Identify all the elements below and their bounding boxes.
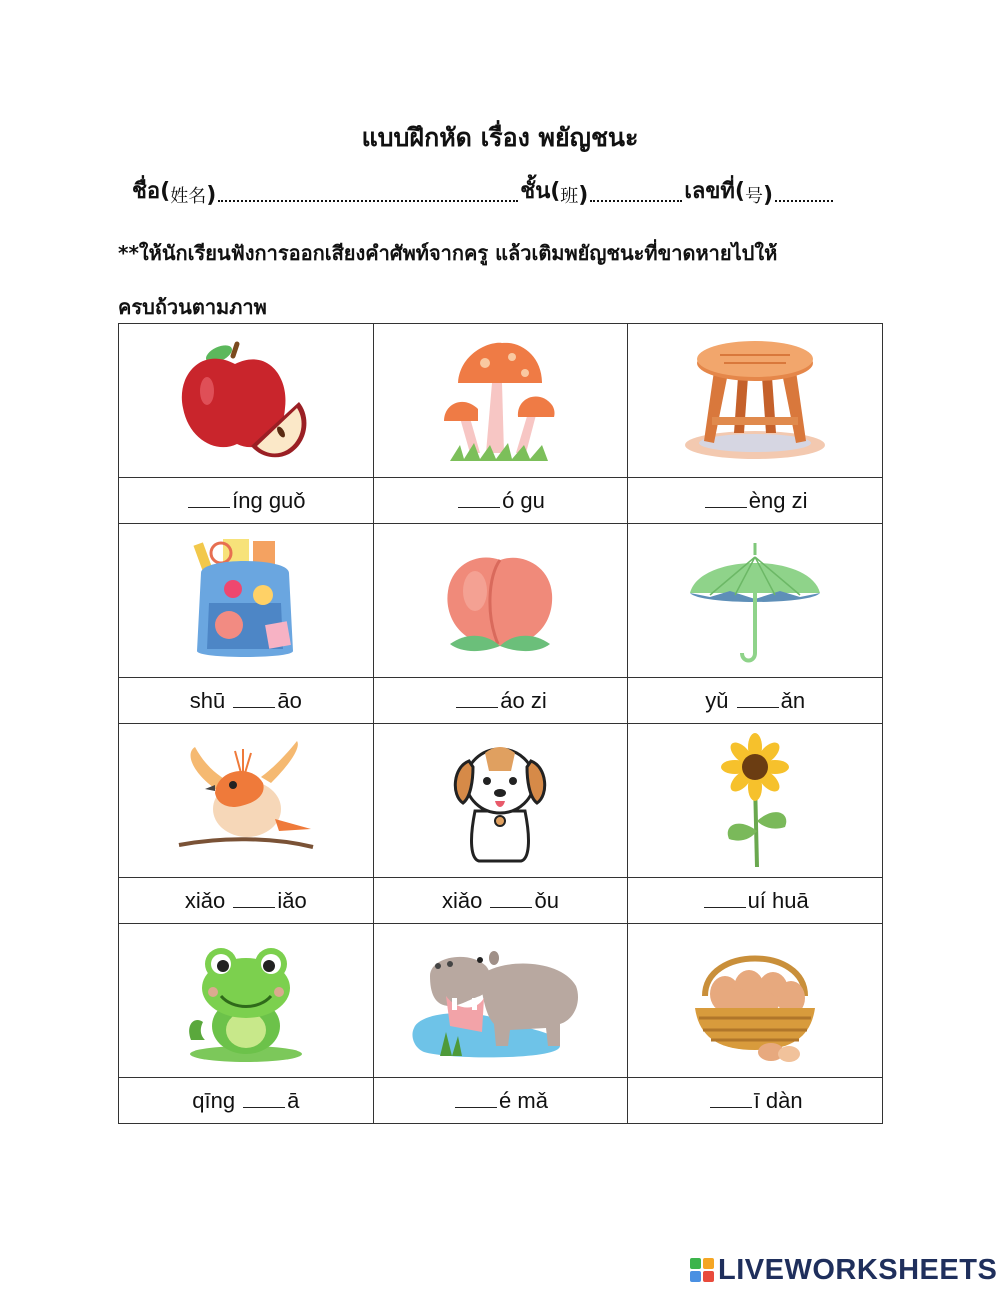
student-info-line	[132, 172, 872, 208]
picture-cell	[628, 924, 883, 1078]
picture-cell	[373, 524, 628, 678]
number-label: เลขที่(	[684, 179, 745, 204]
frog-icon	[181, 936, 311, 1066]
logo-square	[690, 1271, 701, 1282]
answer-cell[interactable]	[373, 1078, 628, 1124]
logo-mark-icon	[690, 1258, 714, 1282]
logo-text: LIVEWORKSHEETS	[718, 1253, 998, 1286]
answer-blank[interactable]	[704, 889, 746, 908]
name-label-close: )	[206, 183, 217, 208]
mushroom-icon	[430, 333, 570, 468]
answer-blank[interactable]	[710, 1089, 752, 1108]
picture-cell	[628, 324, 883, 478]
class-label-close: )	[578, 183, 589, 208]
answer-cell[interactable]	[119, 878, 374, 924]
class-label: ชั้น(	[520, 179, 561, 204]
answer-blank[interactable]	[188, 489, 230, 508]
answer-cell[interactable]	[628, 478, 883, 524]
instructions-line2: ครบถ้วนตามภาพ	[118, 295, 267, 319]
picture-cell	[373, 924, 628, 1078]
bird-icon	[171, 733, 321, 868]
sunflower-icon	[705, 731, 805, 871]
answer-cell[interactable]	[373, 878, 628, 924]
exercise-grid	[118, 323, 883, 1124]
word-suffix: ā	[287, 1087, 300, 1113]
answer-blank[interactable]	[233, 689, 275, 708]
word-suffix: ī dàn	[753, 1087, 803, 1113]
answer-blank[interactable]	[233, 889, 275, 908]
answer-cell[interactable]	[119, 1078, 374, 1124]
answer-blank[interactable]	[737, 689, 779, 708]
word-prefix: shū	[189, 687, 232, 713]
peach-icon	[430, 536, 570, 666]
umbrella-icon	[680, 533, 830, 668]
answer-cell[interactable]	[373, 678, 628, 724]
logo-square	[690, 1258, 701, 1269]
word-suffix: èng zi	[748, 487, 808, 513]
answer-blank[interactable]	[456, 689, 498, 708]
word-prefix: qīng	[192, 1087, 242, 1113]
answer-blank[interactable]	[243, 1089, 285, 1108]
word-suffix: āo	[277, 687, 302, 713]
picture-cell	[628, 524, 883, 678]
answer-blank[interactable]	[705, 489, 747, 508]
number-field[interactable]	[775, 192, 833, 202]
answer-blank[interactable]	[458, 489, 500, 508]
backpack-icon	[181, 533, 311, 668]
word-suffix: uí huā	[747, 887, 809, 913]
picture-cell	[119, 324, 374, 478]
class-field[interactable]	[590, 192, 682, 202]
apple-icon	[171, 336, 321, 466]
number-label-close: )	[762, 183, 774, 208]
liveworksheets-logo[interactable]	[690, 1252, 997, 1288]
picture-cell	[628, 724, 883, 878]
number-label-cn: 号	[744, 186, 763, 207]
word-prefix: xiǎo	[184, 887, 232, 913]
word-prefix: xiǎo	[442, 887, 489, 913]
instructions-line1: **ให้นักเรียนฟังการออกเสียงคำศัพท์จากครู แล้วเติมพยัญชนะที่ขาดหายไปให้	[118, 241, 778, 265]
name-label-cn: 姓名	[170, 186, 207, 207]
name-label: ชื่อ(	[132, 179, 171, 204]
answer-cell[interactable]	[628, 678, 883, 724]
word-prefix: yǔ	[705, 687, 735, 713]
name-field[interactable]	[218, 192, 518, 202]
picture-cell	[119, 924, 374, 1078]
instructions	[118, 226, 878, 334]
answer-cell[interactable]	[119, 678, 374, 724]
eggs-basket-icon	[685, 936, 825, 1066]
word-suffix: áo zi	[500, 687, 547, 713]
logo-square	[703, 1258, 714, 1269]
answer-cell[interactable]	[628, 1078, 883, 1124]
dog-icon	[445, 731, 555, 871]
picture-cell	[373, 724, 628, 878]
word-suffix: íng guǒ	[232, 487, 306, 513]
logo-square	[703, 1271, 714, 1282]
answer-cell[interactable]	[373, 478, 628, 524]
word-suffix: ó gu	[502, 487, 545, 513]
word-suffix: ǒu	[534, 887, 559, 913]
answer-cell[interactable]	[119, 478, 374, 524]
word-suffix: iǎo	[277, 887, 307, 913]
class-label-cn: 班	[560, 186, 579, 207]
answer-cell[interactable]	[628, 878, 883, 924]
hippo-icon	[410, 936, 590, 1066]
answer-blank[interactable]	[455, 1089, 497, 1108]
answer-blank[interactable]	[490, 889, 532, 908]
picture-cell	[373, 324, 628, 478]
word-suffix: ǎn	[780, 687, 806, 713]
picture-cell	[119, 524, 374, 678]
word-suffix: é mǎ	[499, 1087, 548, 1113]
page-title: แบบฝึกหัด เรื่อง พยัญชนะ	[361, 123, 639, 152]
picture-cell	[119, 724, 374, 878]
stool-icon	[680, 333, 830, 468]
